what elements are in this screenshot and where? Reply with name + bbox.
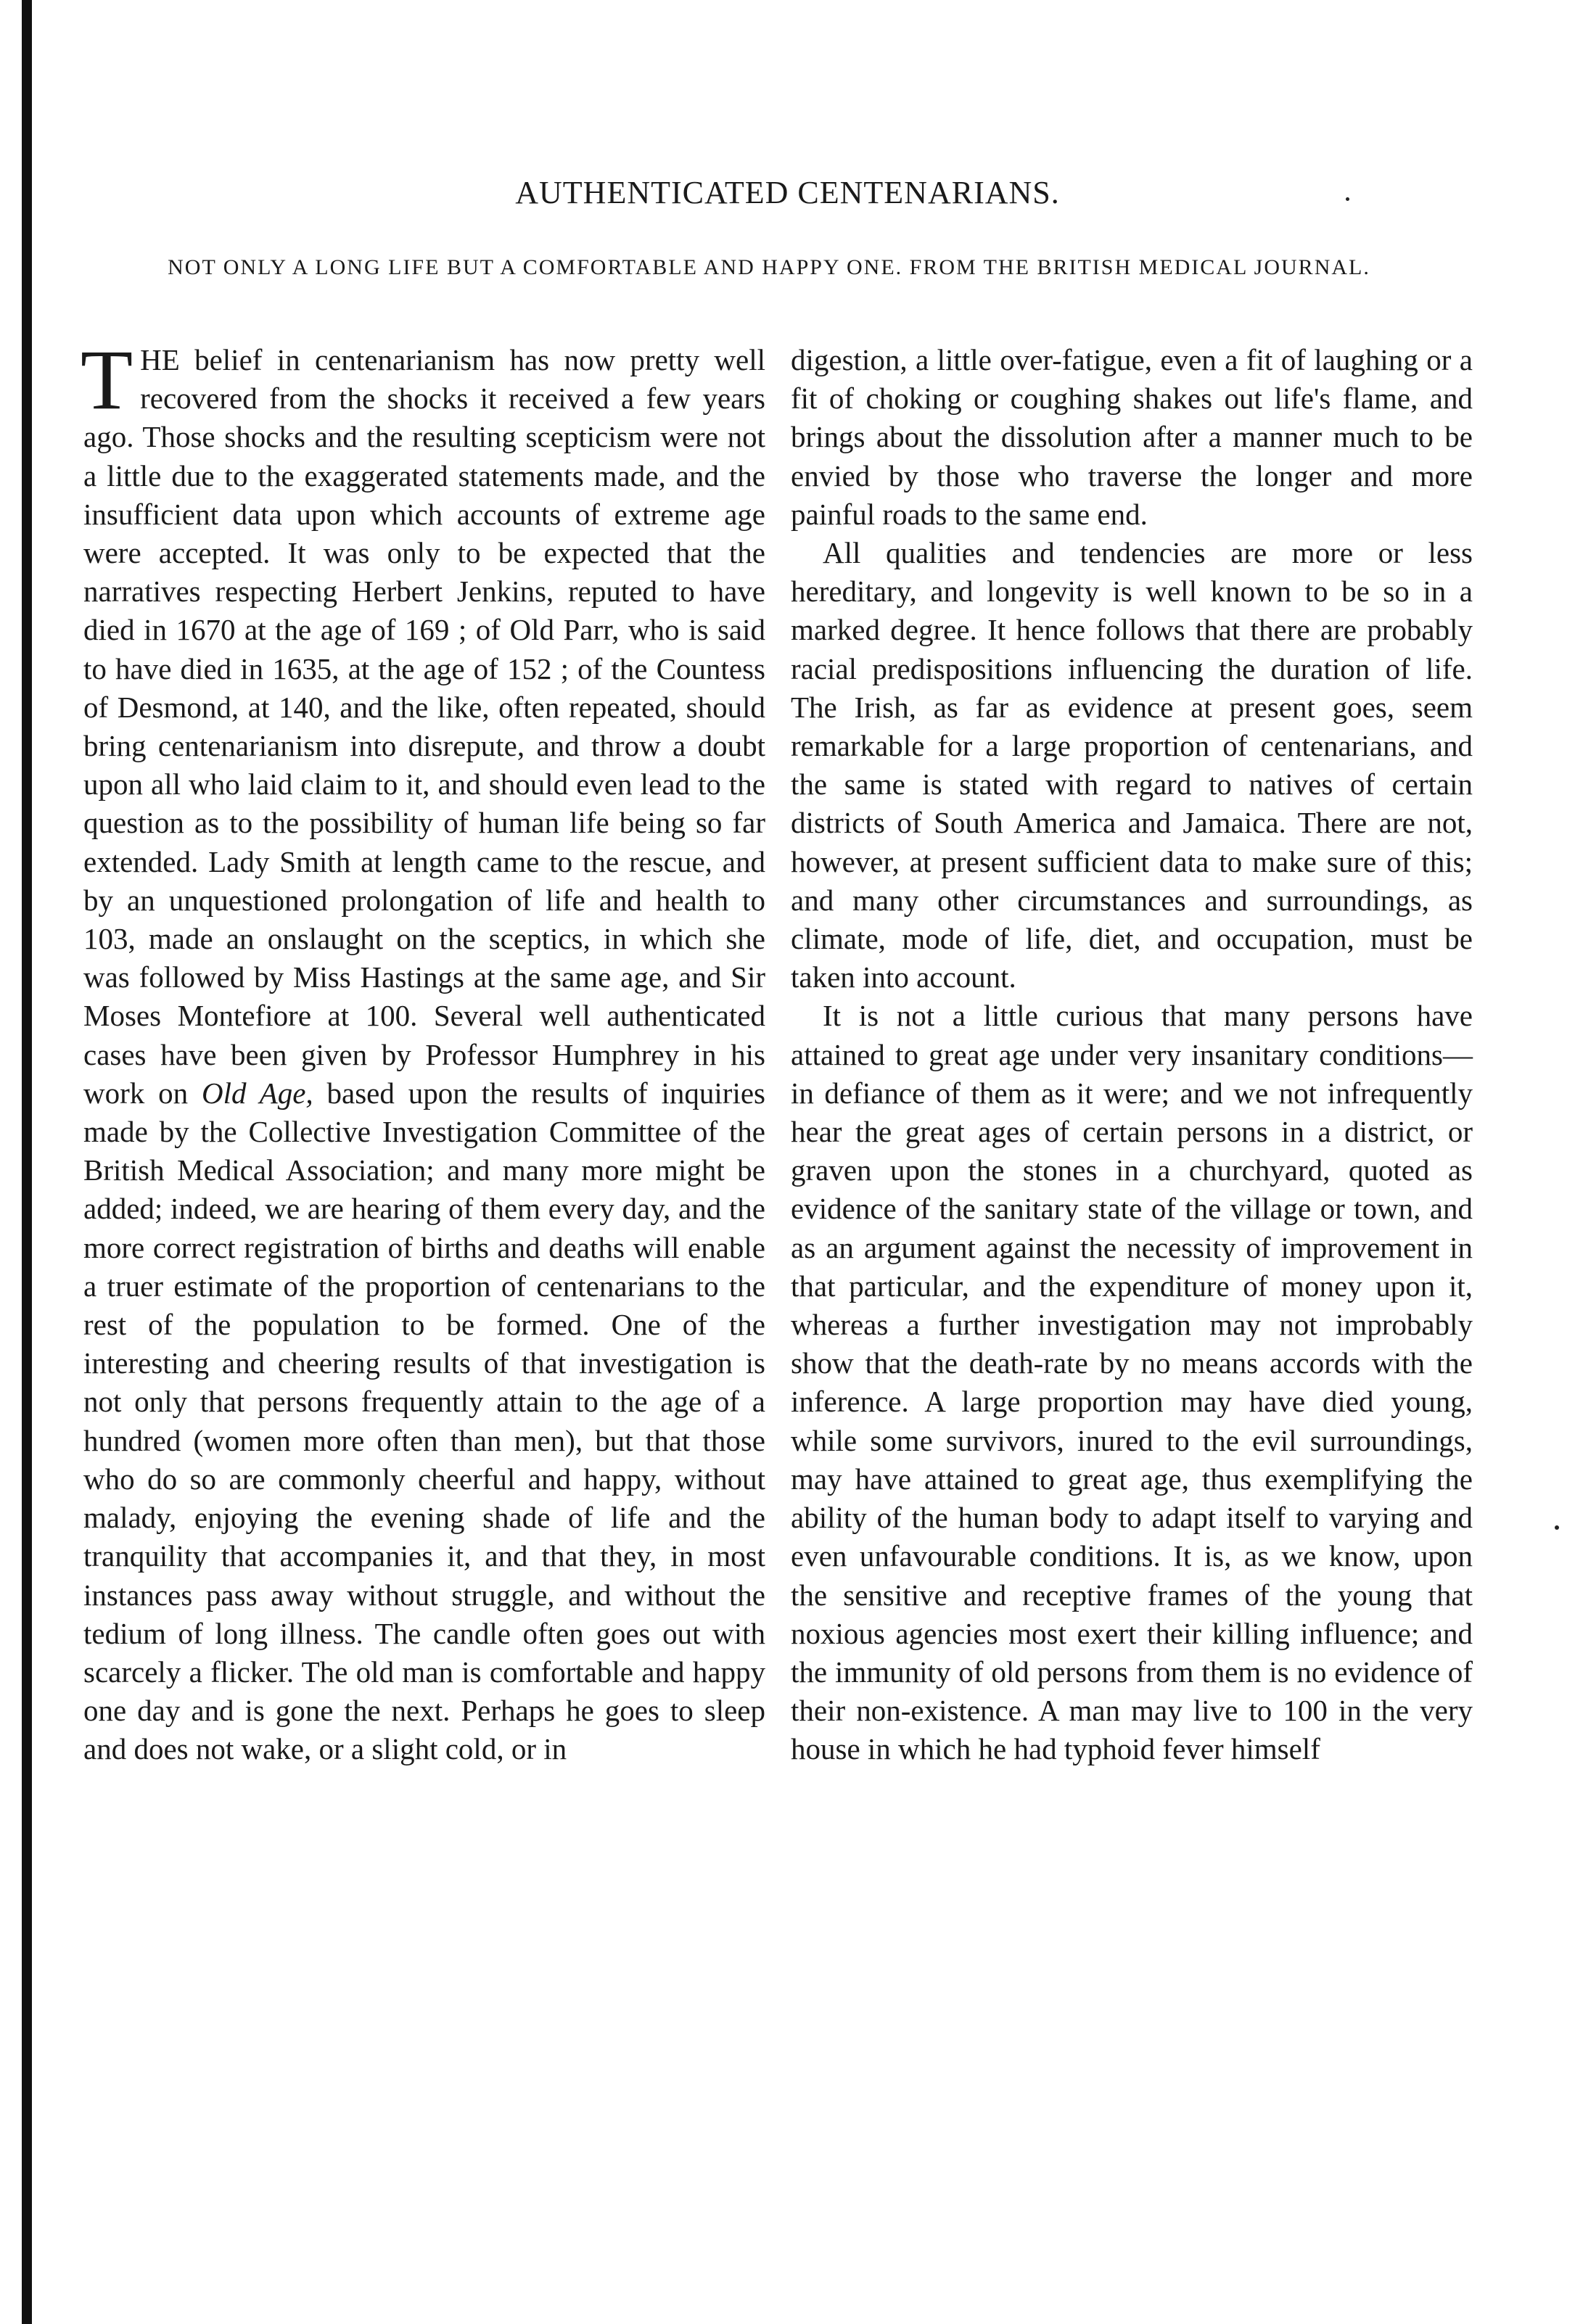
book-title: Old Age, bbox=[202, 1076, 313, 1110]
article-subtitle: NOT ONLY A LONG LIFE BUT A COMFORTABLE AND HAPPY ONE. FROM THE BRITISH MEDICAL JOURNAL. bbox=[168, 255, 1370, 279]
paragraph-text: based upon the results of inquiries made by the Collective Investigation Committee of the British Medical Association; and many more might be added; indeed, we are hearing of them every day, and the more correct registration of births and deaths will enable a truer estimate of the proportion of centenarians to the rest of the population to be formed. One of the interesting and cheering results of that investigation is not only that persons frequently attain to the age of a hundred (women more often than men), but that those who do so are commonly cheerful and happy, without malady, enjoying the evening shade of life and the tranquility that accompanies it, and that they, in most instances pass away without struggle, and without the tedium of long illness. The candle often goes out with scarcely a flicker. The old man is comfortable and happy one day and is gone the next. Perhaps he goes to sleep and does not wake, or a slight cold, or in bbox=[83, 1076, 765, 1766]
paragraph: digestion, a little over-fatigue, even a fit of laughing or a fit of choking or coughing shakes out life's flame, and brings about the dissolution after a manner much to be envied by those who traverse the longer and more painful roads to the same end. bbox=[791, 343, 1473, 531]
paragraph-text: HE belief in centenarianism has now pretty well recovered from the shocks it received a few years ago. Those shocks and the resulting scepticism were not a little due to the exaggerated statements made, and the insufficient data upon which accounts of extreme age were accepted. It was only to be expected that the narratives respecting Herbert Jenkins, reputed to have died in 1670 at the age of 169 ; of Old Parr, who is said to have died in 1635, at the age of 152 ; of the Countess of Desmond, at 140, and the like, often repeated, should bring centenarianism into disrepute, and throw a doubt upon all who laid claim to it, and should even lead to the question as to the possibility of human life being so far extended. Lady Smith at length came to the rescue, and by an unquestioned prolongation of life and health to 103, made an onslaught on the sceptics, in which she was followed by Miss Hastings at the same age, and Sir Moses Montefiore at 100. Several well authenticated cases have been given by Professor Humphrey in his work on bbox=[83, 343, 765, 1110]
paragraph bbox=[81, 332, 765, 1769]
paragraph: All qualities and tendencies are more or less hereditary, and longevity is well known to be so in a marked degree. It hence follows that there are probably racial predispositions influencing the duration of life. The Irish, as far as evidence at present goes, seem remarkable for a large proportion of centenarians, and the same is stated with regard to natives of certain districts of South America and Jamaica. There are not, however, at present sufficient data to make sure of this; and many other circumstances and surroundings, as climate, mode of life, diet, and occupation, must be taken into account. bbox=[791, 536, 1473, 994]
drop-cap: T bbox=[81, 332, 133, 427]
paragraph: It is not a little curious that many persons have attained to great age under very insanitary conditions—in defiance of them as it were; and we not infrequently hear the great ages of certain persons in a district, or graven upon the stones in a churchyard, quoted as evidence of the sanitary state of the village or town, and as an argument against the necessity of improvement in that particular, and the expenditure of money upon it, whereas a further investigation may not improbably show that the death-rate by no means accords with the inference. A large proportion may have died young, while some survivors, inured to the evil surroundings, may have attained to great age, thus exemplifying the ability of the human body to adapt itself to varying and even unfavourable conditions. It is, as we know, upon the sensitive and receptive frames of the young that noxious agencies most exert their killing influence; and the immunity of old persons from them is no evidence of their non-existence. A man may live to 100 in the very house in which he had typhoid fever himself bbox=[791, 999, 1473, 1766]
page-edge-rule bbox=[22, 0, 32, 2324]
ink-speck bbox=[1555, 1525, 1559, 1530]
text-column-right bbox=[791, 341, 1473, 1769]
article-title: AUTHENTICATED CENTENARIANS. bbox=[515, 175, 1060, 210]
text-column-left bbox=[81, 332, 765, 1769]
